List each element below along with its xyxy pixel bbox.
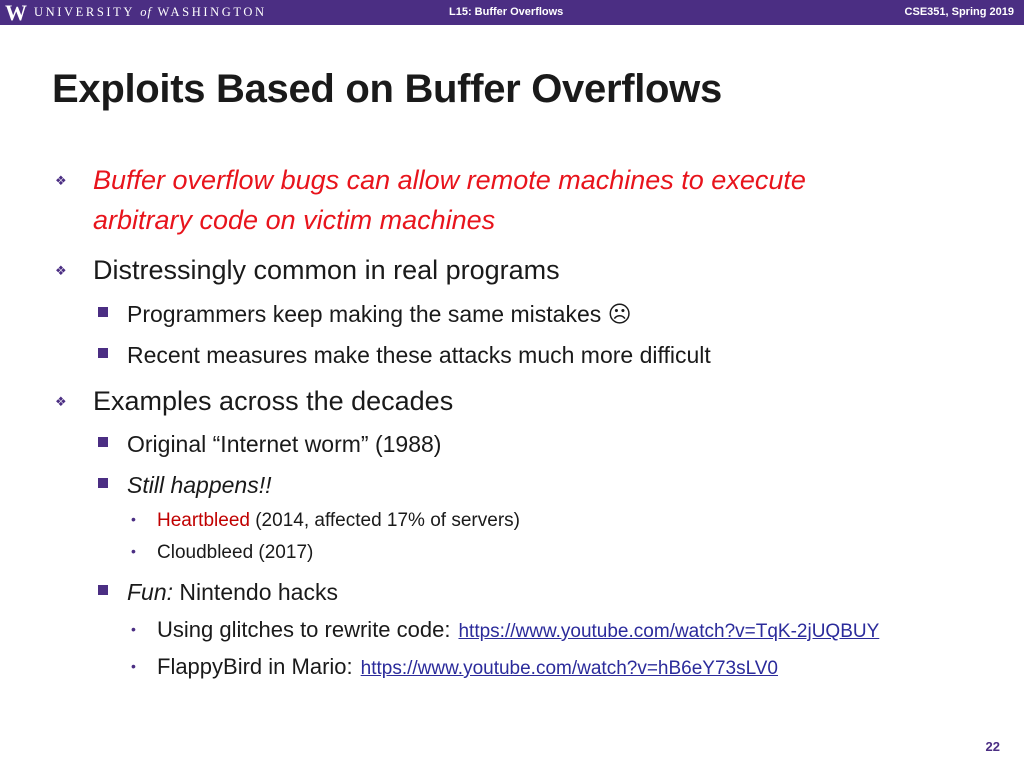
university-name: UNIVERSITY of WASHINGTON xyxy=(34,5,267,19)
flappybird-item: FlappyBird in Mario: https://www.youtube.com/watch?v=hB6eY73sLV0 xyxy=(157,654,779,679)
square-bullet-icon xyxy=(98,437,108,447)
dot-bullet-icon: • xyxy=(131,658,136,674)
uw-w-icon: W xyxy=(5,0,27,25)
square-bullet-icon xyxy=(98,478,108,488)
square-bullet-icon xyxy=(98,307,108,317)
bullet-2: Distressingly common in real programs xyxy=(93,255,560,285)
header-bar xyxy=(0,0,1024,25)
bullet-3: Examples across the decades xyxy=(93,386,454,416)
diamond-bullet-icon: ❖ xyxy=(55,394,67,409)
bullet-2-sub-2: Recent measures make these attacks much more difficult xyxy=(127,342,711,368)
square-bullet-icon xyxy=(98,348,108,358)
university-logo xyxy=(5,2,267,23)
flappybird-video-link[interactable]: https://www.youtube.com/watch?v=hB6eY73sLV0 xyxy=(360,658,779,679)
bullet-3-sub-2: Still happens!! xyxy=(127,472,272,498)
bullet-3-sub-3: Fun: Nintendo hacks xyxy=(127,579,338,605)
glitches-item: Using glitches to rewrite code: https://www.youtube.com/watch?v=TqK-2jUQBUY xyxy=(157,617,880,642)
bullet-1-line-1: Buffer overflow bugs can allow remote machines to execute xyxy=(93,165,806,195)
cloudbleed-item: Cloudbleed (2017) xyxy=(157,542,314,563)
lecture-title: L15: Buffer Overflows xyxy=(449,6,564,18)
slide-title: Exploits Based on Buffer Overflows xyxy=(52,67,722,111)
dot-bullet-icon: • xyxy=(131,543,136,559)
dot-bullet-icon: • xyxy=(131,511,136,527)
heartbleed-item: Heartbleed (2014, affected 17% of servers) xyxy=(157,510,520,531)
diamond-bullet-icon: ❖ xyxy=(55,263,67,278)
glitches-video-link[interactable]: https://www.youtube.com/watch?v=TqK-2jUQBUY xyxy=(458,621,880,642)
dot-bullet-icon: • xyxy=(131,621,136,637)
bullet-3-sub-1: Original “Internet worm” (1988) xyxy=(127,431,442,457)
square-bullet-icon xyxy=(98,585,108,595)
diamond-bullet-icon: ❖ xyxy=(55,173,67,188)
bullet-1-line-2: arbitrary code on victim machines xyxy=(93,205,496,235)
course-name: CSE351, Spring 2019 xyxy=(904,6,1014,18)
page-number: 22 xyxy=(985,739,1000,754)
bullet-2-sub-1: Programmers keep making the same mistakes ☹ xyxy=(127,301,632,327)
